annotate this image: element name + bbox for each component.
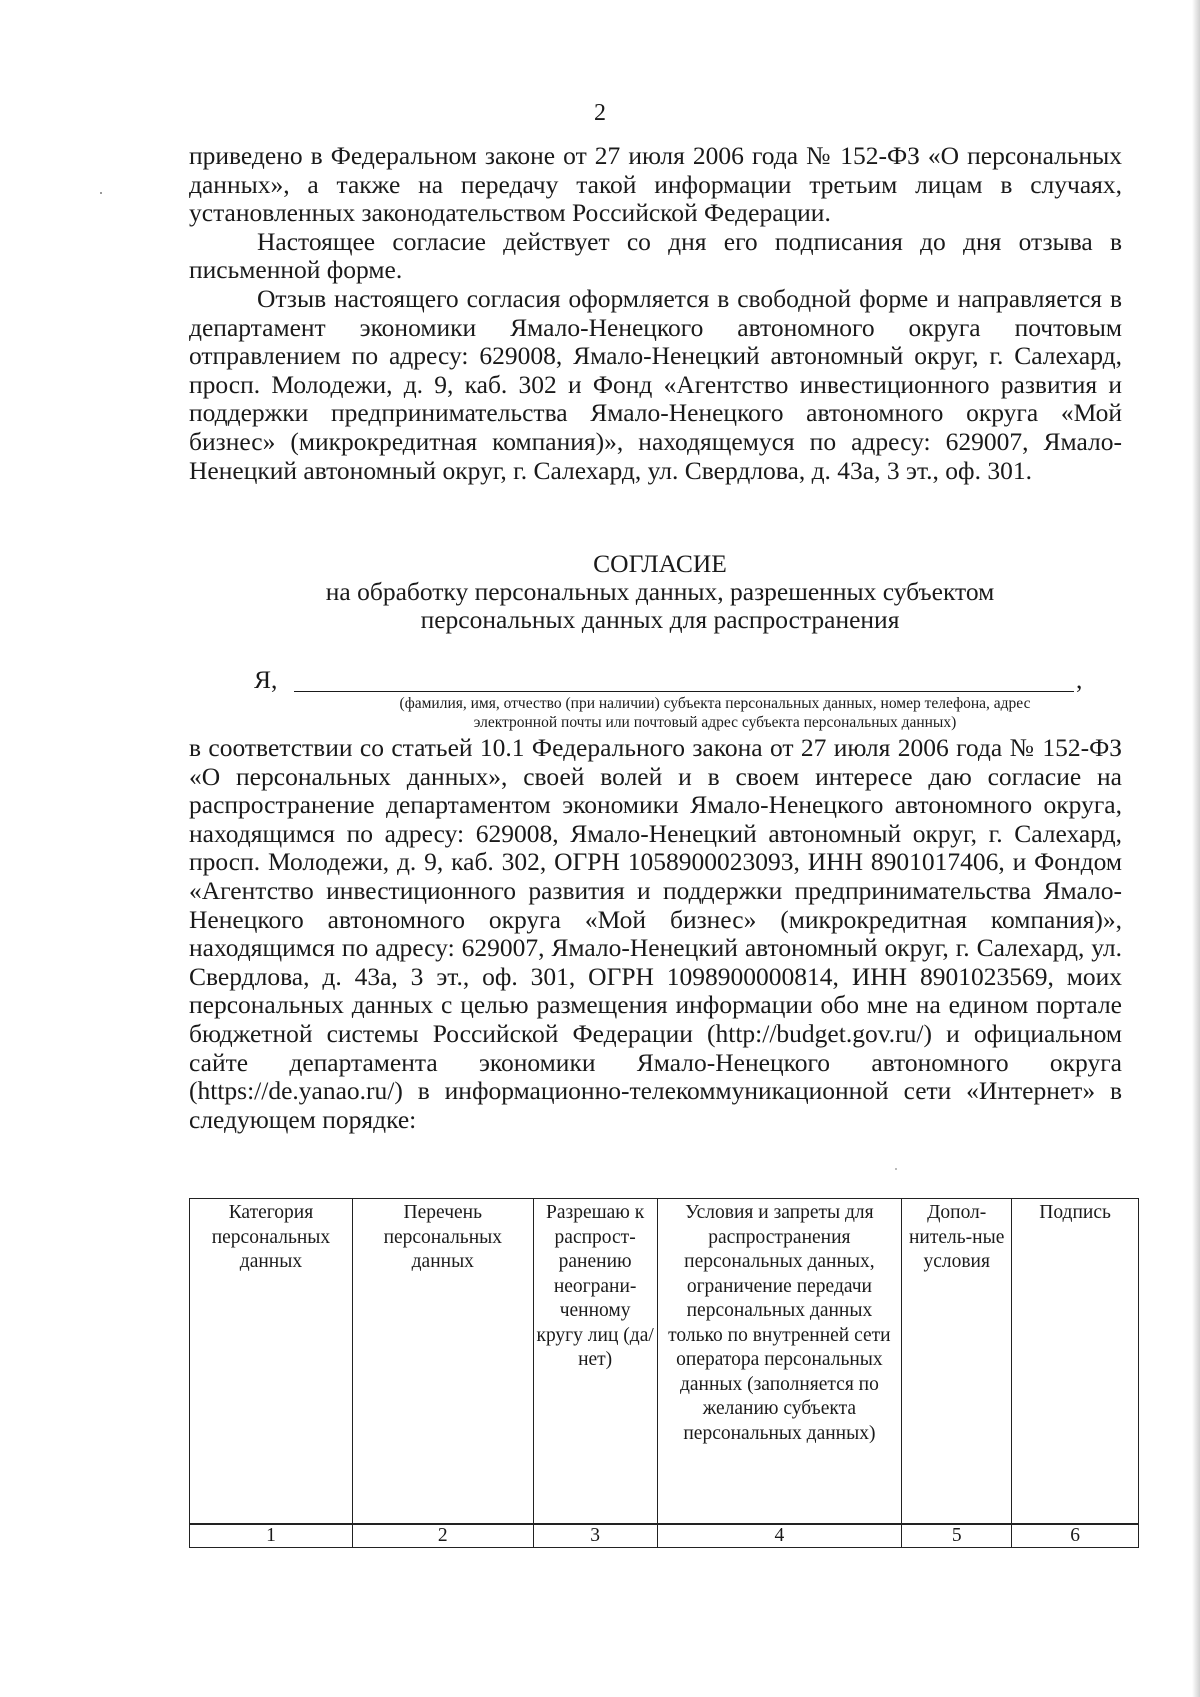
- header-cell-list: Перечень персональных данных: [352, 1199, 533, 1525]
- consent-title: СОГЛАСИЕ: [593, 549, 727, 578]
- table-header-row: [190, 1199, 1139, 1525]
- intro-paragraph-2: Настоящее согласие действует со дня его подписания до дня отзыва в письменной форме.: [189, 226, 1122, 285]
- column-number: 6: [1012, 1524, 1139, 1548]
- intro-paragraph-1: приведено в Федеральном законе от 27 июля 2006 года № 152-ФЗ «О персональных данных», а также на передачу такой информации третьим лицам в случаях, установленных законодательством Российской Федерации.: [189, 141, 1122, 228]
- name-fill-line: [254, 665, 1114, 695]
- column-number: 3: [533, 1524, 657, 1548]
- intro-paragraph-3: Отзыв настоящего согласия оформляется в свободной форме и направляется в департамент экономики Ямало-Ненецкого автономного округа почтовым отправлением по адресу: 629008, Ямало-Ненецкий автономный округ, г. Салехард, просп. Молодежи, д. 9, каб. 302 и Фонд «Агентство инвестиционного развития и поддержки предпринимательства Ямало-Ненецкого автономного округа «Мой бизнес» (микрокредитная компания)», находящемуся по адресу: 629007, Ямало-Ненецкий автономный округ, г. Салехард, ул. Свердлова, д. 43а, 3 эт., оф. 301.: [189, 283, 1122, 485]
- consent-title-block: [0, 550, 1200, 634]
- column-number: 4: [657, 1524, 902, 1548]
- intro-text: [189, 142, 1122, 485]
- consent-subtitle-line-1: на обработку персональных данных, разрешенных субъектом: [325, 577, 995, 606]
- hint-line-1: (фамилия, имя, отчество (при наличии) субъекта персональных данных, номер телефона, адрес: [399, 695, 1031, 712]
- header-cell-extra: Допол-нитель-ные условия: [902, 1199, 1012, 1525]
- column-number: 1: [190, 1524, 353, 1548]
- name-blank-field[interactable]: [294, 691, 1074, 692]
- consent-body-paragraph: в соответствии со статьей 10.1 Федерального закона от 27 июля 2006 года № 152-ФЗ «О персональных данных», своей волей и в своем интересе даю согласие на распространение департаментом экономики Ямало-Ненецкого автономного округа, находящимся по адресу: 629008, Ямало-Ненецкий автономный округ, г. Салехард, просп. Молодежи, д. 9, каб. 302, ОГРН 1058900023093, ИНН 8901017406, и Фондом «Агентство инвестиционного развития и поддержки предпринимательства Ямало-Ненецкого автономного округа «Мой бизнес» (микрокредитная компания)», находящимся по адресу: 629007, Ямало-Ненецкий автономный округ, г. Салехард, ул. Свердлова, д. 43а, 3 эт., оф. 301, ОГРН 1098900000814, ИНН 8901023569, моих персональных данных с целью размещения информации обо мне на едином портале бюджетной системы Российской Федерации (http://budget.gov.ru/) и официальном сайте департамента экономики Ямало-Ненецкого автономного округа (https://de.yanao.ru/) в информационно-телекоммуникационной сети «Интернет» в следующем порядке:: [189, 733, 1122, 1134]
- column-number: 2: [352, 1524, 533, 1548]
- header-cell-category: Категория персональных данных: [190, 1199, 353, 1525]
- name-field-hint: [300, 694, 1130, 732]
- scan-speck: [100, 192, 102, 194]
- scan-edge-shadow: [1192, 0, 1200, 1697]
- consent-subtitle-line-2: персональных данных для распространения: [420, 605, 900, 634]
- consent-body-text: [189, 734, 1122, 1134]
- header-cell-permit: Разрешаю к распрост-ранению неограни-ченному кругу лиц (да/нет): [533, 1199, 657, 1525]
- column-number: 5: [902, 1524, 1012, 1548]
- consent-table: [189, 1198, 1139, 1548]
- page-number: 2: [594, 100, 606, 126]
- hint-line-2: электронной почты или почтовый адрес субъекта персональных данных): [473, 714, 957, 731]
- header-cell-signature: Подпись: [1012, 1199, 1139, 1525]
- scan-speck: [895, 1168, 897, 1170]
- header-cell-conditions: Условия и запреты для распространения персональных данных, ограничение передачи персональных данных только по внутренней сети оператора персональных данных (заполняется по желанию субъекта персональных данных): [657, 1199, 902, 1525]
- ya-label: Я,: [254, 665, 278, 694]
- table-number-row: [190, 1524, 1139, 1548]
- ya-comma: ,: [1076, 665, 1083, 694]
